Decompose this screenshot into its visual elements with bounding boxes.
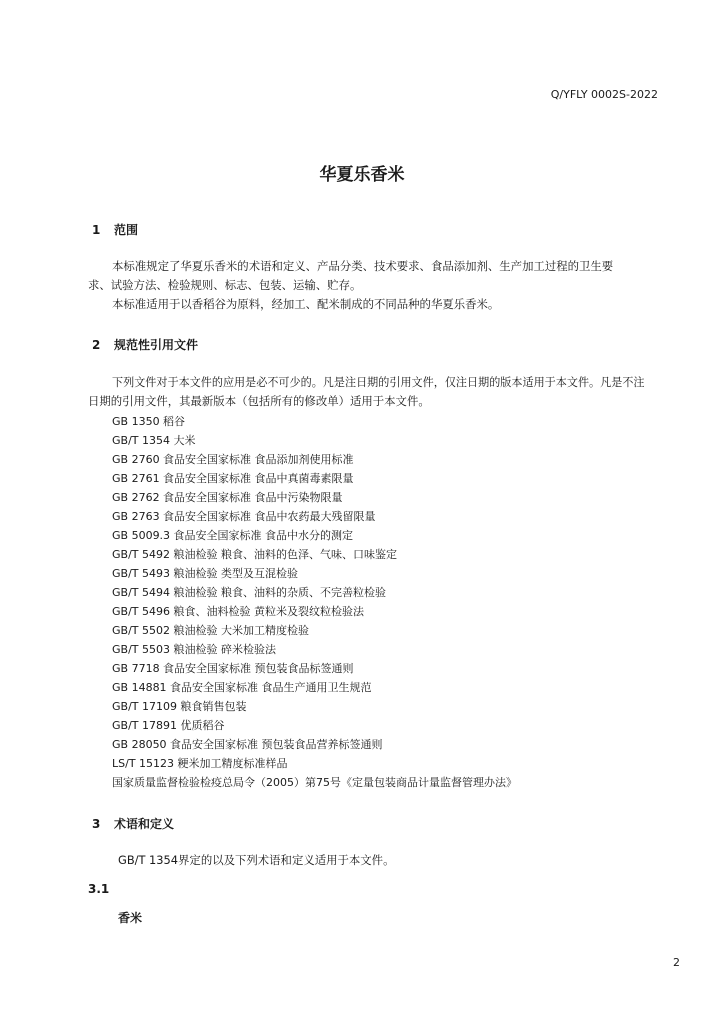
- section-number: 3: [92, 817, 101, 831]
- term-title: 香米: [118, 911, 143, 925]
- page-number: 2: [673, 956, 680, 969]
- document-title: 华夏乐香米: [319, 165, 405, 185]
- reference-item: GB 5009.3 食品安全国家标准 食品中水分的测定: [112, 529, 354, 542]
- reference-item: 国家质量监督检验检疫总局令（2005）第75号《定量包装商品计量监督管理办法》: [112, 776, 517, 789]
- section-title: 规范性引用文件: [114, 338, 199, 352]
- reference-item: GB 2763 食品安全国家标准 食品中农药最大残留限量: [112, 510, 376, 523]
- subsection-number: 3.1: [88, 882, 110, 896]
- section-title: 范围: [114, 223, 139, 237]
- section-number: 2: [92, 338, 101, 352]
- reference-item: GB/T 5496 粮食、油料检验 黄粒米及裂纹粒检验法: [112, 605, 364, 618]
- reference-item: GB/T 17109 粮食销售包装: [112, 700, 247, 713]
- reference-item: LS/T 15123 粳米加工精度标准样品: [112, 757, 288, 770]
- reference-item: GB/T 5493 粮油检验 类型及互混检验: [112, 567, 298, 580]
- reference-item: GB/T 1354 大米: [112, 434, 196, 447]
- section-title: 术语和定义: [114, 817, 175, 831]
- section-2-heading: [92, 336, 198, 353]
- reference-item: GB 2762 食品安全国家标准 食品中污染物限量: [112, 491, 343, 504]
- section-1-heading: [92, 221, 138, 238]
- section-1-paragraph-2: 本标准适用于以香稻谷为原料，经加工、配米制成的不同品种的华夏乐香米。: [112, 297, 500, 311]
- section-2-intro-line: 下列文件对于本文件的应用是必不可少的。凡是注日期的引用文件，仅注日期的版本适用于本文件。凡是不注: [112, 376, 645, 389]
- reference-item: GB/T 5502 粮油检验 大米加工精度检验: [112, 624, 309, 637]
- reference-item: GB 2761 食品安全国家标准 食品中真菌毒素限量: [112, 472, 354, 485]
- reference-item: GB 2760 食品安全国家标准 食品添加剂使用标准: [112, 453, 354, 466]
- reference-item: GB 14881 食品安全国家标准 食品生产通用卫生规范: [112, 681, 372, 694]
- reference-item: GB 28050 食品安全国家标准 预包装食品营养标签通则: [112, 738, 383, 751]
- section-1-paragraph-line: 本标准规定了华夏乐香米的术语和定义、产品分类、技术要求、食品添加剂、生产加工过程的卫生要: [112, 259, 614, 273]
- section-3-heading: [92, 815, 174, 832]
- reference-item: GB/T 17891 优质稻谷: [112, 719, 225, 732]
- reference-item: GB/T 5503 粮油检验 碎米检验法: [112, 643, 276, 656]
- reference-item: GB 1350 稻谷: [112, 415, 186, 428]
- section-1-paragraph-line: 求、试验方法、检验规则、标志、包装、运输、贮存。: [88, 278, 362, 292]
- reference-item: GB/T 5492 粮油检验 粮食、油料的色泽、气味、口味鉴定: [112, 548, 397, 561]
- reference-item: GB/T 5494 粮油检验 粮食、油料的杂质、不完善粒检验: [112, 586, 386, 599]
- standard-code: Q/YFLY 0002S-2022: [550, 88, 658, 101]
- section-number: 1: [92, 223, 101, 237]
- section-2-intro-line: 日期的引用文件，其最新版本（包括所有的修改单）适用于本文件。: [88, 394, 430, 408]
- reference-item: GB 7718 食品安全国家标准 预包装食品标签通则: [112, 662, 354, 675]
- section-3-intro: GB/T 1354界定的以及下列术语和定义适用于本文件。: [118, 853, 395, 867]
